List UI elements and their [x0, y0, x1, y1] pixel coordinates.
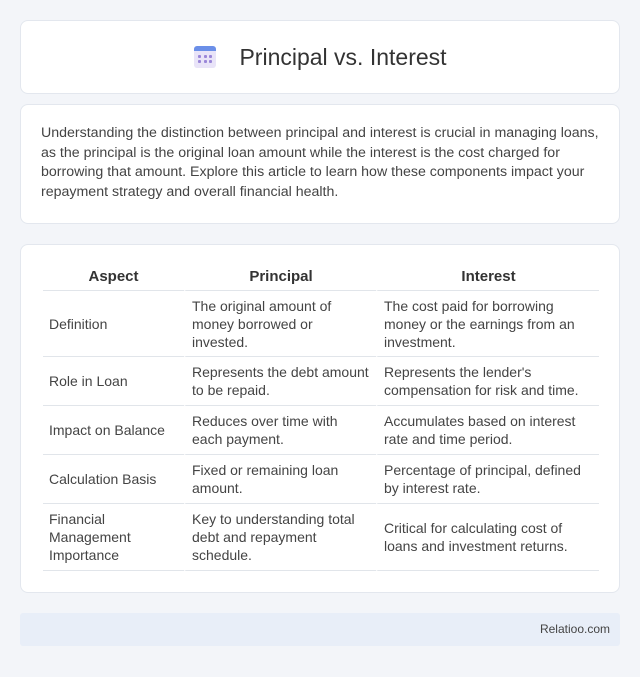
row-principal: Represents the debt amount to be repaid. [184, 357, 376, 406]
row-aspect: Definition [43, 291, 184, 357]
comparison-card [20, 244, 620, 593]
table-header-row [43, 265, 599, 291]
row-interest: Critical for calculating cost of loans and investment returns. [376, 504, 599, 571]
row-interest: Percentage of principal, defined by interest rate. [376, 455, 599, 504]
row-aspect: Calculation Basis [43, 455, 184, 504]
intro-card [20, 104, 620, 224]
comparison-table [43, 265, 599, 571]
table-row [43, 504, 599, 571]
table-row [43, 455, 599, 504]
row-principal: The original amount of money borrowed or invested. [184, 291, 376, 357]
table-row [43, 291, 599, 357]
row-principal: Key to understanding total debt and repayment schedule. [184, 504, 376, 571]
row-principal: Reduces over time with each payment. [184, 406, 376, 455]
table-row [43, 406, 599, 455]
row-aspect: Financial Management Importance [43, 504, 184, 571]
column-header-principal: Principal [184, 265, 376, 291]
footer-bar [20, 613, 620, 646]
row-interest: Represents the lender's compensation for risk and time. [376, 357, 599, 406]
column-header-interest: Interest [376, 265, 599, 291]
intro-paragraph: Understanding the distinction between principal and interest is crucial in managing loans, as the principal is the original loan amount while the interest is the cost charged for borrowing that amount. Explore this article to learn how these components impact your repayment strategy and overall financial health. [41, 125, 599, 200]
footer-brand[interactable]: Relatioo.com [539, 622, 610, 636]
table-row [43, 357, 599, 406]
row-interest: Accumulates based on interest rate and time period. [376, 406, 599, 455]
column-header-aspect: Aspect [43, 265, 184, 291]
row-interest: The cost paid for borrowing money or the earnings from an investment. [376, 291, 599, 357]
row-aspect: Role in Loan [43, 357, 184, 406]
page-title: Principal vs. Interest [239, 43, 447, 70]
row-principal: Fixed or remaining loan amount. [184, 455, 376, 504]
row-aspect: Impact on Balance [43, 406, 184, 455]
title-card [20, 20, 620, 94]
calendar-icon [193, 45, 217, 69]
